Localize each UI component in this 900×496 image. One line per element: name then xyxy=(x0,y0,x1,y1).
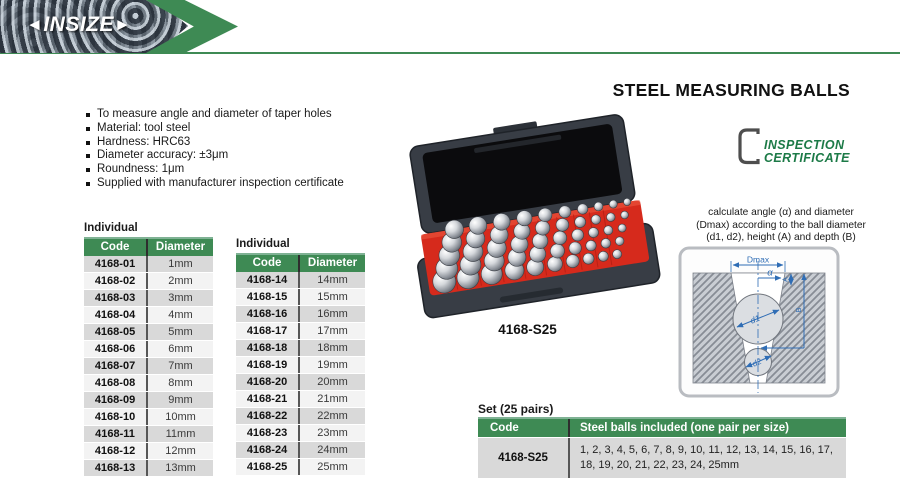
diameter-cell: 4mm xyxy=(146,307,213,323)
individual-table-2 xyxy=(236,238,365,476)
code-cell: 4168-07 xyxy=(94,360,136,372)
table-row xyxy=(84,256,213,273)
feature-item xyxy=(86,122,416,136)
logo-left-arrow-icon: ◄ xyxy=(26,15,44,34)
code-cell: 4168-24 xyxy=(246,444,288,456)
code-cell: 4168-23 xyxy=(246,427,288,439)
brand-logo-text: INSIZE xyxy=(43,13,115,36)
table-row xyxy=(84,324,213,341)
diameter-cell: 16mm xyxy=(298,306,365,322)
feature-text: Material: tool steel xyxy=(97,121,191,134)
bullet-square-icon xyxy=(86,127,90,131)
alpha-label: α xyxy=(767,267,773,279)
table-row xyxy=(84,273,213,290)
code-cell: 4168-11 xyxy=(95,428,135,440)
diameter-cell: 17mm xyxy=(298,323,365,339)
set-sizes-cell: 1, 2, 3, 4, 5, 6, 7, 8, 9, 10, 11, 12, 13, 14, 15, 16, 17, 18, 19, 20, 21, 22, 23, 24, 25mm xyxy=(568,438,846,478)
diameter-cell: 10mm xyxy=(146,409,213,425)
code-cell: 4168-04 xyxy=(94,309,136,321)
code-column-header: Code xyxy=(100,241,130,253)
table-row xyxy=(236,272,365,289)
feature-text: To measure angle and diameter of taper holes xyxy=(97,108,332,120)
dmax-label: Dmax xyxy=(746,254,770,265)
diameter-cell: 7mm xyxy=(146,358,213,374)
bullet-square-icon xyxy=(86,154,90,158)
code-cell: 4168-19 xyxy=(246,359,288,371)
table-row xyxy=(84,443,213,460)
table-row xyxy=(84,358,213,375)
code-cell: 4168-10 xyxy=(94,411,136,423)
feature-text: Roundness: 1μm xyxy=(97,163,185,176)
table-row xyxy=(84,341,213,358)
code-cell: 4168-09 xyxy=(94,394,136,406)
table-row xyxy=(84,290,213,307)
diameter-cell: 15mm xyxy=(298,289,365,305)
diameter-column-header: Diameter xyxy=(298,255,365,272)
diameter-cell: 8mm xyxy=(146,375,213,391)
feature-item xyxy=(86,136,416,150)
diameter-column-header: Diameter xyxy=(146,239,213,256)
product-code-caption: 4168-S25 xyxy=(498,322,557,337)
code-cell: 4168-20 xyxy=(246,376,288,388)
code-cell: 4168-05 xyxy=(94,326,136,338)
diameter-cell: 24mm xyxy=(298,442,365,458)
page-title: STEEL MEASURING BALLS xyxy=(612,80,850,100)
logo-right-arrow-icon: ► xyxy=(114,15,132,34)
code-cell: 4168-21 xyxy=(246,393,288,405)
table-body xyxy=(84,256,213,477)
d1-label: d1 xyxy=(748,312,762,326)
table-row xyxy=(236,323,365,340)
table-row xyxy=(84,307,213,324)
diameter-cell: 21mm xyxy=(298,391,365,407)
code-cell: 4168-17 xyxy=(246,325,288,337)
code-column-header: Code xyxy=(252,257,282,269)
depth-b-label: B xyxy=(794,307,803,313)
certificate-line1: INSPECTION xyxy=(764,138,845,152)
product-photo xyxy=(390,122,665,318)
table-body xyxy=(236,272,365,476)
diameter-cell: 6mm xyxy=(146,341,213,357)
code-cell: 4168-22 xyxy=(246,410,288,422)
bullet-square-icon xyxy=(86,168,90,172)
diameter-cell: 14mm xyxy=(298,272,365,288)
set-table xyxy=(478,417,846,478)
inspection-certificate-badge xyxy=(736,126,850,165)
table-title: Individual xyxy=(84,222,138,234)
table-row xyxy=(236,340,365,357)
taper-hole-diagram xyxy=(678,246,840,398)
diagram-caption-line2: (Dmax) according to the ball diameter xyxy=(696,219,866,231)
set-table-row xyxy=(478,437,846,478)
table-row xyxy=(84,409,213,426)
feature-item xyxy=(86,163,416,177)
set-desc-column-header: Steel balls included (one pair per size) xyxy=(568,419,846,437)
set-table-title: Set (25 pairs) xyxy=(478,402,554,416)
feature-item xyxy=(86,177,416,191)
certificate-text xyxy=(764,139,850,165)
set-code-column-header: Code xyxy=(490,422,519,434)
bullet-square-icon xyxy=(86,182,90,186)
set-table-header xyxy=(478,417,846,437)
brand-logo xyxy=(26,13,131,37)
bullet-square-icon xyxy=(86,113,90,117)
certificate-bracket-icon xyxy=(736,126,760,165)
code-cell: 4168-16 xyxy=(246,308,288,320)
table-row xyxy=(84,426,213,443)
code-cell: 4168-15 xyxy=(246,291,288,303)
table-row xyxy=(84,375,213,392)
feature-item xyxy=(86,108,416,122)
bullet-square-icon xyxy=(86,141,90,145)
ball-case-illustration xyxy=(390,122,665,318)
diameter-cell: 12mm xyxy=(146,443,213,459)
diameter-cell: 3mm xyxy=(146,290,213,306)
table-row xyxy=(236,425,365,442)
diagram-caption-line1: calculate angle (α) and diameter xyxy=(708,207,854,218)
diameter-cell: 2mm xyxy=(146,273,213,289)
diameter-cell: 13mm xyxy=(146,460,213,476)
table-header xyxy=(236,253,365,272)
table-header xyxy=(84,237,213,256)
table-title: Individual xyxy=(236,238,290,250)
code-cell: 4168-01 xyxy=(94,258,136,270)
diameter-cell: 19mm xyxy=(298,357,365,373)
diameter-cell: 18mm xyxy=(298,340,365,356)
code-cell: 4168-03 xyxy=(94,292,136,304)
table-row xyxy=(236,306,365,323)
table-row xyxy=(236,357,365,374)
diameter-cell: 25mm xyxy=(298,459,365,475)
code-cell: 4168-08 xyxy=(94,377,136,389)
header-banner xyxy=(0,0,900,56)
feature-list xyxy=(86,108,416,191)
diagram-caption-line3: (d1, d2), height (A) and depth (B) xyxy=(706,232,856,244)
table-row xyxy=(236,289,365,306)
diameter-cell: 5mm xyxy=(146,324,213,340)
code-cell: 4168-06 xyxy=(94,343,136,355)
feature-text: Diameter accuracy: ±3μm xyxy=(97,149,229,162)
table-row xyxy=(84,392,213,409)
feature-item xyxy=(86,149,416,163)
diameter-cell: 9mm xyxy=(146,392,213,408)
diameter-cell: 1mm xyxy=(146,256,213,272)
feature-text: Hardness: HRC63 xyxy=(97,135,191,148)
code-cell: 4168-12 xyxy=(94,445,136,457)
certificate-line2: CERTIFICATE xyxy=(764,151,850,165)
code-cell: 4168-18 xyxy=(246,342,288,354)
feature-text: Supplied with manufacturer inspection certificate xyxy=(97,176,344,189)
table-row xyxy=(236,391,365,408)
individual-table-1 xyxy=(84,222,213,477)
code-cell: 4168-14 xyxy=(246,274,288,286)
height-a-label: A xyxy=(782,277,790,282)
table-row xyxy=(236,408,365,425)
diagram-caption xyxy=(666,207,896,245)
code-cell: 4168-25 xyxy=(246,461,288,473)
set-code-cell: 4168-S25 xyxy=(498,452,548,464)
d2-label: d2 xyxy=(751,356,763,369)
table-row xyxy=(236,442,365,459)
code-cell: 4168-13 xyxy=(94,462,136,474)
measurement-diagram xyxy=(678,246,840,398)
table-row xyxy=(236,459,365,476)
diameter-cell: 23mm xyxy=(298,425,365,441)
table-row xyxy=(236,374,365,391)
code-cell: 4168-02 xyxy=(94,275,136,287)
diameter-cell: 11mm xyxy=(146,426,213,442)
table-row xyxy=(84,460,213,477)
diameter-cell: 22mm xyxy=(298,408,365,424)
diameter-cell: 20mm xyxy=(298,374,365,390)
